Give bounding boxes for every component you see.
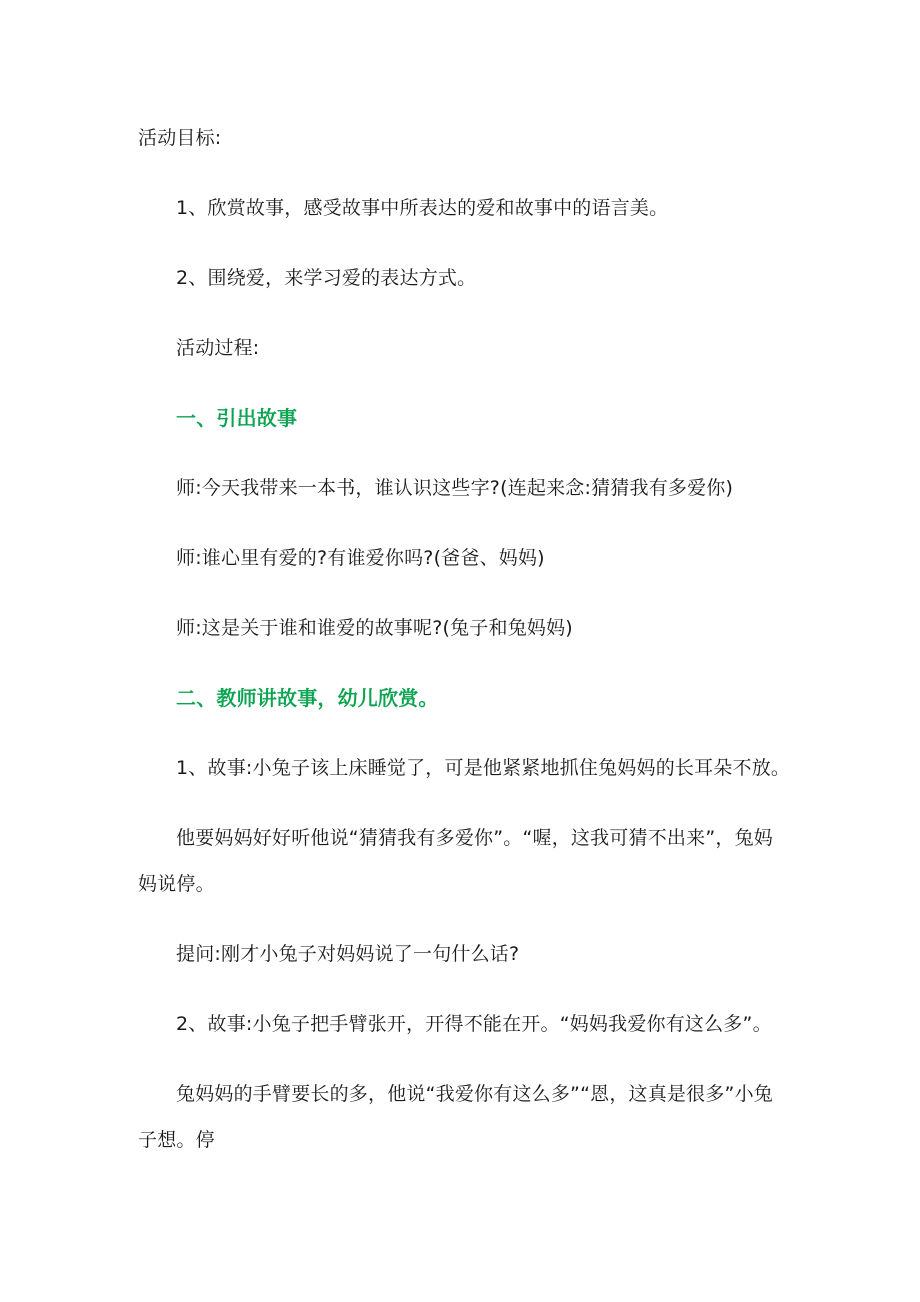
goal-item-2: 2、围绕爱，来学习爱的表达方式。 — [176, 267, 477, 289]
section-label-process: 活动过程: — [176, 337, 260, 359]
goal-item-1: 1、欣赏故事，感受故事中所表达的爱和故事中的语言美。 — [176, 197, 669, 219]
paragraph-story-2-line1: 他要妈妈好好听他说“猜猜我有多爱你”。“喔，这我可猜不出来”，兔妈 — [176, 827, 773, 849]
paragraph-story-4-line1: 兔妈妈的手臂要长的多，他说“我爱你有这么多”“恩，这真是很多”小兔 — [176, 1083, 773, 1105]
heading-intro-story: 一、引出故事 — [176, 406, 298, 430]
paragraph-teacher-1: 师:今天我带来一本书，谁认识这些字?(连起来念:猜猜我有多爱你) — [176, 477, 734, 499]
paragraph-teacher-3: 师:这是关于谁和谁爱的故事呢?(兔子和兔妈妈) — [176, 617, 573, 639]
paragraph-story-1: 1、故事:小兔子该上床睡觉了，可是他紧紧地抓住兔妈妈的长耳朵不放。 — [176, 757, 791, 779]
paragraph-story-2-line2: 妈说停。 — [138, 873, 215, 895]
paragraph-question: 提问:刚才小兔子对妈妈说了一句什么话? — [176, 943, 520, 965]
heading-teacher-tells-story: 二、教师讲故事，幼儿欣赏。 — [176, 686, 439, 710]
paragraph-story-3: 2、故事:小兔子把手臂张开，开得不能在开。“妈妈我爱你有这么多”。 — [176, 1013, 772, 1035]
paragraph-teacher-2: 师:谁心里有爱的?有谁爱你吗?(爸爸、妈妈) — [176, 547, 545, 569]
section-label-goals: 活动目标: — [138, 127, 222, 149]
paragraph-story-4-line2: 子想。停 — [138, 1129, 215, 1151]
